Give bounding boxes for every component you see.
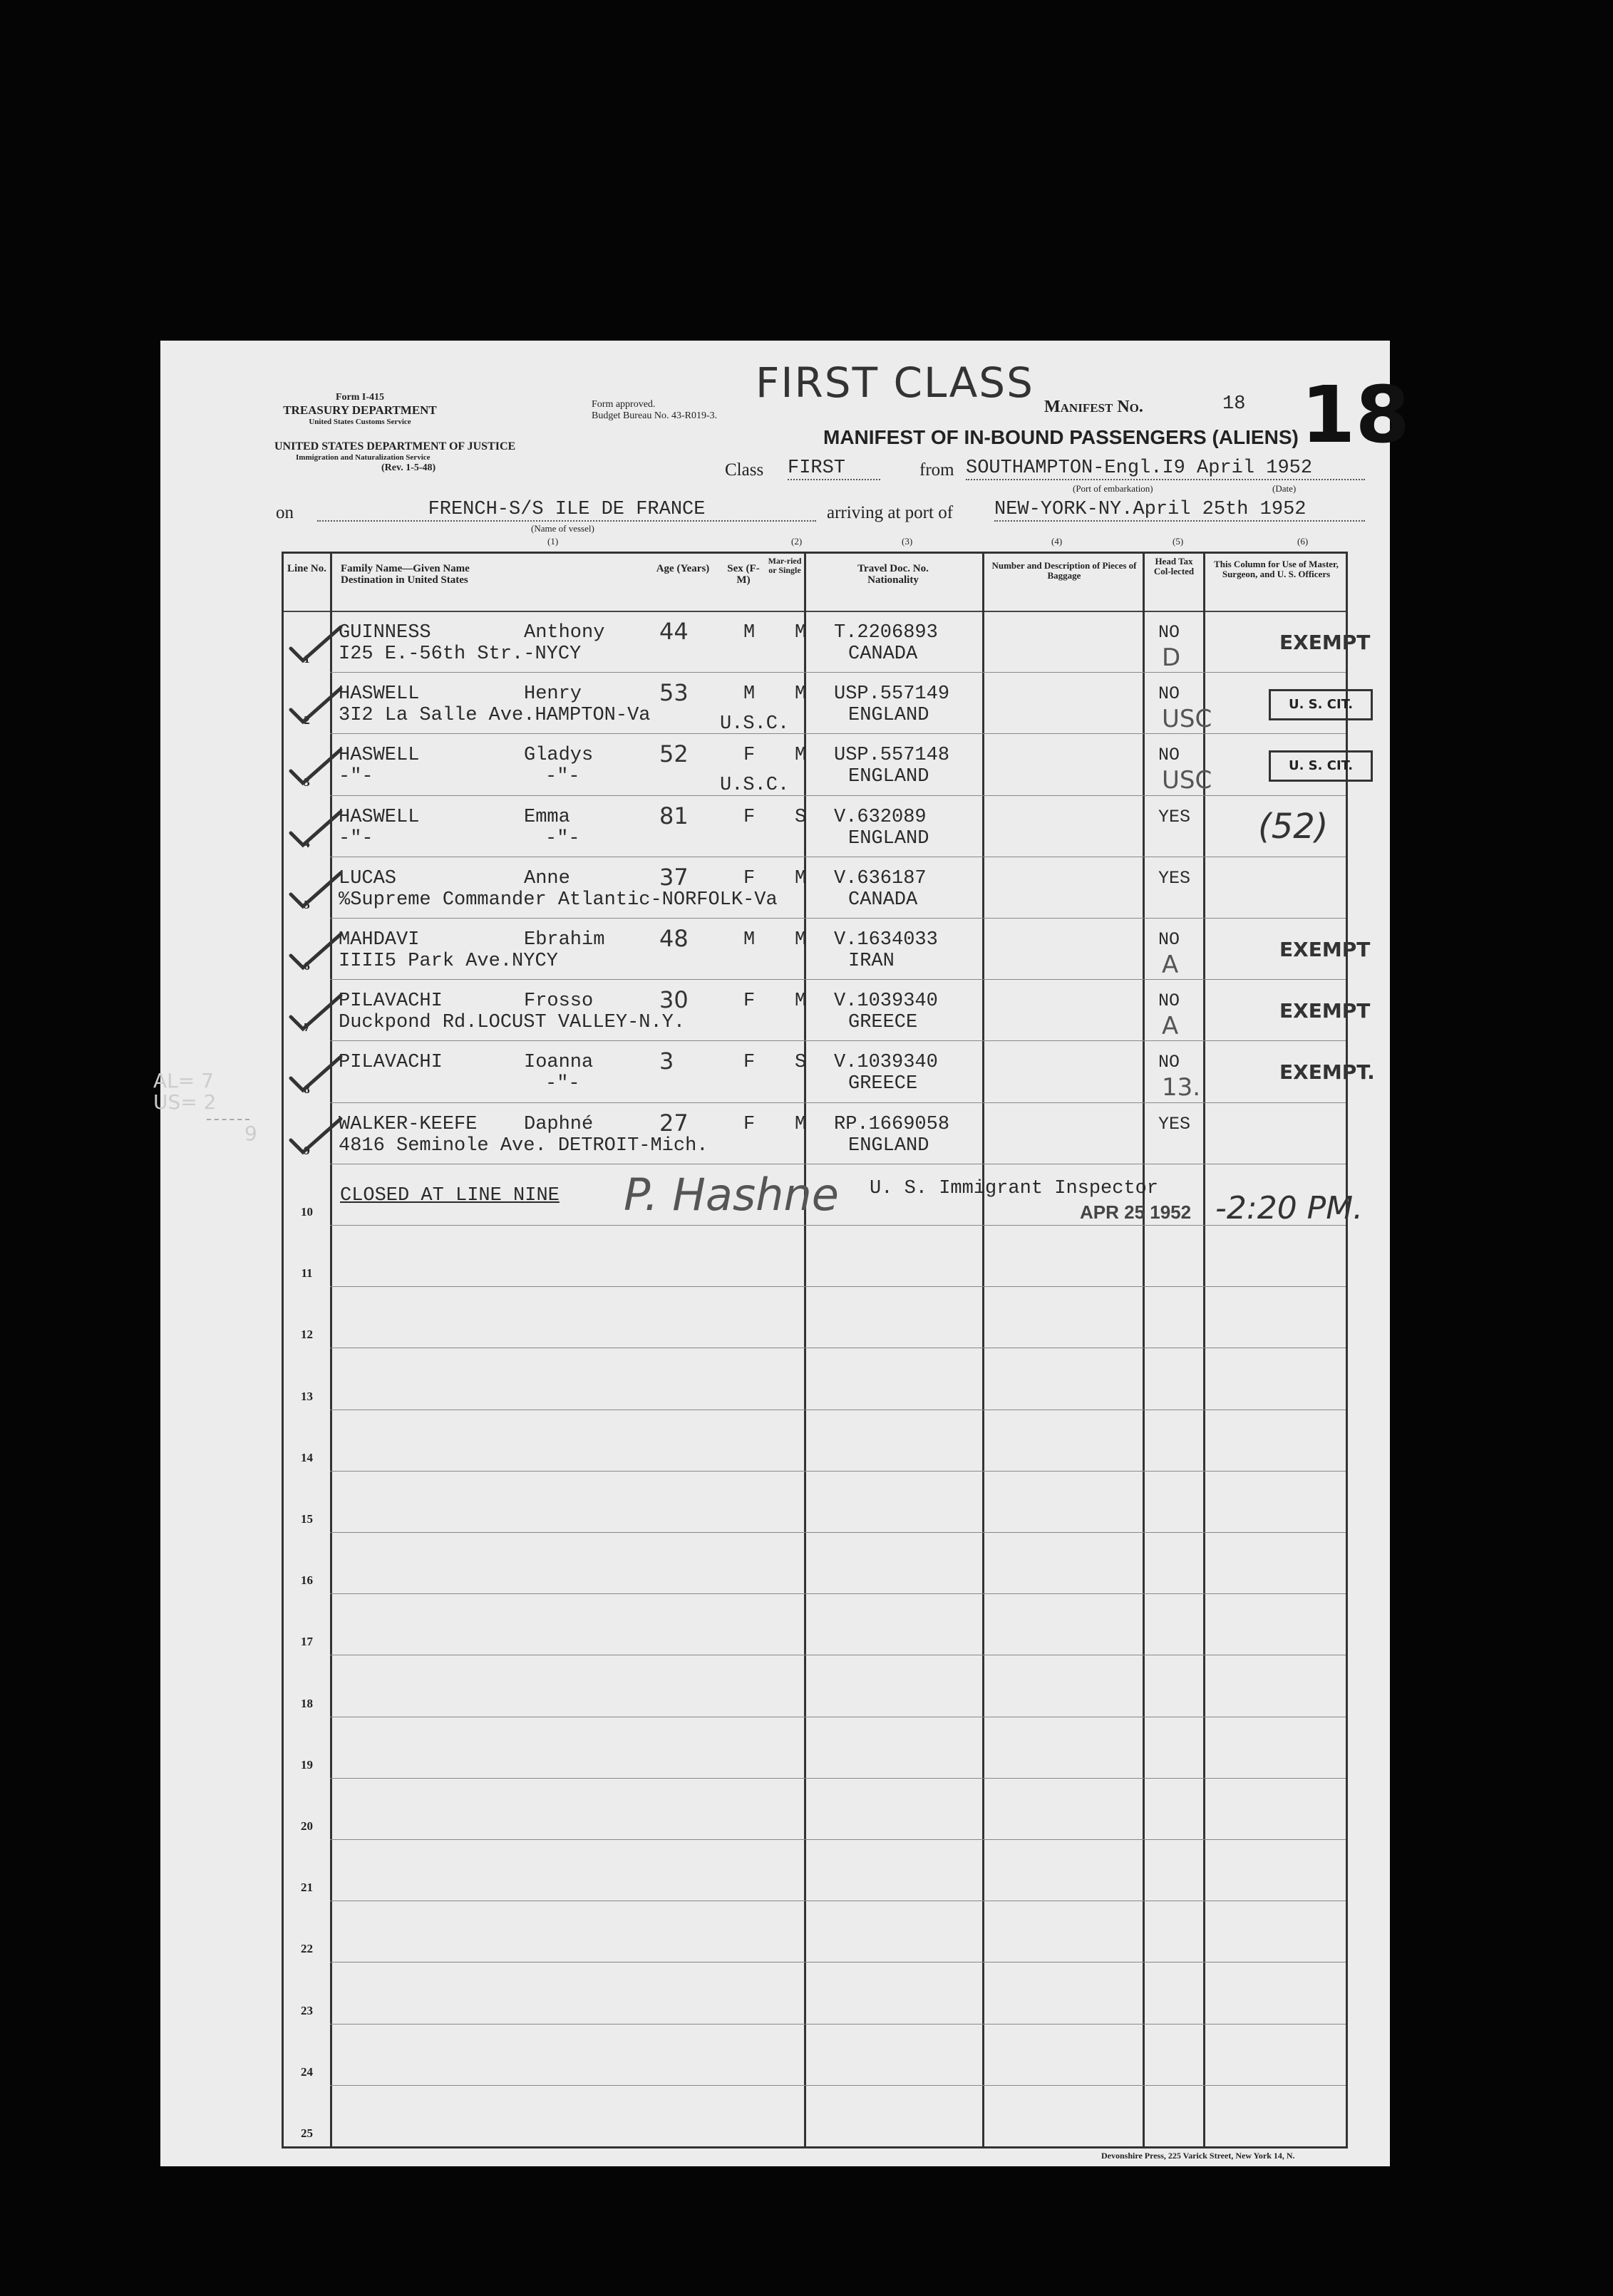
- row-divider: [330, 1962, 1346, 1963]
- date-stamp: APR 25 1952: [1080, 1201, 1192, 1223]
- family-name: LUCAS: [339, 867, 397, 889]
- header-officers: This Column for Use of Master, Surgeon, and U. S. Officers: [1214, 559, 1339, 579]
- line-number: 24: [301, 2064, 313, 2079]
- check-mark-icon: [287, 624, 344, 666]
- header-baggage: Number and Description of Pieces of Baggage: [991, 560, 1137, 581]
- row-divider: [330, 1778, 1346, 1779]
- head-tax: NO: [1158, 745, 1180, 766]
- form-header-left: [274, 392, 445, 426]
- check-mark-icon: [287, 992, 344, 1035]
- header-destination: Destination in United States: [341, 574, 468, 586]
- given-name: Henry: [524, 683, 582, 705]
- given-name: Ioanna: [524, 1052, 594, 1074]
- age: 44: [659, 618, 689, 645]
- family-name: PILAVACHI: [339, 991, 443, 1013]
- us-citizen-stamp: U. S. CIT.: [1269, 689, 1373, 720]
- line-number: 8: [304, 1082, 310, 1096]
- row-divider: [330, 1593, 1346, 1594]
- family-name: WALKER-KEEFE: [339, 1113, 478, 1135]
- check-mark-icon: [287, 685, 344, 728]
- sex: F: [743, 1113, 756, 1135]
- line-number: 15: [301, 1512, 313, 1526]
- rev-label: (Rev. 1-5-48): [381, 462, 436, 474]
- head-tax: YES: [1158, 1113, 1191, 1134]
- given-ditto: -"-: [545, 766, 580, 788]
- sex: F: [743, 1052, 756, 1074]
- travel-doc-no: V.1634033: [834, 929, 938, 951]
- header-married: Mar-ried or Single: [768, 556, 802, 575]
- given-name: Emma: [524, 806, 570, 828]
- class-value: FIRST: [788, 457, 880, 480]
- marital-status: M: [795, 745, 807, 767]
- nationality: ENGLAND: [848, 1134, 929, 1157]
- line-number: 11: [301, 1266, 313, 1281]
- age: 30: [659, 986, 689, 1014]
- header-line-no: Line No.: [287, 563, 326, 574]
- header-travel-doc: [811, 564, 975, 586]
- head-tax-note: A: [1162, 951, 1179, 979]
- us-citizen-stamp: U. S. CIT.: [1269, 750, 1373, 782]
- justice-header: [274, 440, 574, 474]
- sex: F: [743, 867, 756, 889]
- tally-total: 9: [244, 1122, 257, 1145]
- row-divider: [330, 1225, 1346, 1226]
- approval-block: [592, 399, 717, 422]
- inspector-signature: P. Hashne: [624, 1169, 839, 1221]
- travel-doc-no: V.632089: [834, 806, 927, 828]
- line-number: 4: [304, 836, 310, 850]
- printer-footer: Devonshire Press, 225 Varick Street, New York 14, N.: [1101, 2151, 1295, 2161]
- marital-status: M: [795, 1113, 807, 1135]
- nationality: ENGLAND: [848, 827, 929, 849]
- nationality: GREECE: [848, 1073, 918, 1095]
- age: 81: [659, 802, 689, 829]
- destination: -"-: [339, 766, 373, 788]
- manifest-title: MANIFEST OF IN-BOUND PASSENGERS (ALIENS): [823, 426, 1299, 448]
- header-sex: Sex (F-M): [727, 563, 760, 586]
- marital-status: S: [795, 1052, 807, 1074]
- family-name: GUINNESS: [339, 622, 431, 643]
- nationality: ENGLAND: [848, 705, 929, 727]
- budget-label: Budget Bureau No. 43-R019-3.: [592, 410, 718, 422]
- marital-status: M: [795, 867, 807, 889]
- family-name: HASWELL: [339, 683, 420, 705]
- big-manifest-number: 18: [1301, 369, 1411, 460]
- given-name: Anthony: [524, 622, 605, 643]
- destination: Duckpond Rd.LOCUST VALLEY-N.Y.: [339, 1012, 686, 1034]
- sex: M: [743, 929, 756, 951]
- customs-label: United States Customs Service: [309, 417, 411, 426]
- line-number: 1: [304, 652, 310, 666]
- head-tax: YES: [1158, 867, 1191, 889]
- check-mark-icon: [287, 931, 344, 973]
- col-num-2: (2): [791, 536, 803, 547]
- nationality: CANADA: [848, 643, 918, 665]
- row-divider: [330, 1286, 1346, 1287]
- from-value: SOUTHAMPTON-Engl.I9 April 1952: [966, 457, 1365, 480]
- row-divider: [330, 795, 1346, 796]
- exempt-stamp: EXEMPT: [1279, 938, 1371, 961]
- sex: F: [743, 745, 756, 767]
- arrival-value: NEW-YORK-NY.April 25th 1952: [994, 499, 1365, 522]
- us-citizen-note: U.S.C.: [720, 713, 790, 735]
- given-name: Frosso: [524, 991, 594, 1013]
- exempt-stamp: EXEMPT: [1279, 631, 1371, 654]
- arriving-label: arriving at port of: [827, 503, 954, 522]
- check-mark-icon: [287, 869, 344, 912]
- us-citizen-note: U.S.C.: [720, 775, 790, 797]
- row-divider: [330, 1102, 1346, 1103]
- line-number: 14: [301, 1450, 313, 1464]
- age: 27: [659, 1109, 689, 1137]
- head-tax: YES: [1158, 806, 1191, 827]
- officer-note: (52): [1258, 806, 1329, 847]
- destination: 3I2 La Salle Ave.HAMPTON-Va: [339, 705, 651, 727]
- given-ditto: -"-: [545, 827, 580, 849]
- inspector-title: U. S. Immigrant Inspector: [870, 1178, 1159, 1199]
- marital-status: S: [795, 806, 807, 828]
- tally-divider: [207, 1119, 249, 1120]
- header-head-tax: Head Tax Col-lected: [1153, 556, 1195, 576]
- tally-al: AL= 7: [153, 1069, 214, 1092]
- age: 37: [659, 863, 689, 891]
- head-tax-note: 13.: [1162, 1073, 1201, 1102]
- port-note: (Port of embarkation): [1073, 483, 1153, 494]
- row-divider: [330, 918, 1346, 919]
- given-name: Gladys: [524, 745, 594, 767]
- family-name: PILAVACHI: [339, 1052, 443, 1074]
- row-divider: [330, 1471, 1346, 1472]
- age: 52: [659, 740, 689, 768]
- sex: M: [743, 622, 756, 643]
- head-tax-note: A: [1162, 1012, 1179, 1041]
- row-divider: [330, 672, 1346, 673]
- form-number: Form I-415: [335, 392, 385, 403]
- sex: M: [743, 683, 756, 705]
- line-number: 17: [301, 1635, 313, 1649]
- travel-doc-no: RP.1669058: [834, 1113, 950, 1135]
- check-mark-icon: [287, 808, 344, 851]
- col-num-6: (6): [1297, 536, 1309, 547]
- head-tax: NO: [1158, 991, 1180, 1012]
- first-class-stamp: FIRST CLASS: [756, 358, 1034, 407]
- head-tax-note: D: [1162, 643, 1181, 672]
- row-divider: [330, 1532, 1346, 1533]
- from-label: from: [919, 460, 954, 480]
- row-divider: [330, 979, 1346, 980]
- travel-doc-no: V.1039340: [834, 991, 938, 1013]
- destination: %Supreme Commander Atlantic-NORFOLK-Va: [339, 889, 778, 911]
- family-name: HASWELL: [339, 745, 420, 767]
- travel-doc-no: USP.557149: [834, 683, 950, 705]
- header-nationality: Nationality: [867, 574, 919, 586]
- marital-status: M: [795, 683, 807, 705]
- family-name: HASWELL: [339, 806, 420, 828]
- age: 48: [659, 925, 689, 952]
- destination: 4816 Seminole Ave. DETROIT-Mich.: [339, 1134, 708, 1157]
- exempt-stamp: EXEMPT.: [1279, 1060, 1375, 1085]
- col-num-3: (3): [902, 536, 913, 547]
- manifest-no-label: Manifest No.: [1044, 398, 1143, 416]
- col-num-4: (4): [1051, 536, 1063, 547]
- marital-status: M: [795, 622, 807, 643]
- row-divider: [330, 733, 1346, 734]
- given-name: Anne: [524, 867, 570, 889]
- line-number: 9: [304, 1143, 310, 1157]
- line-number: 12: [301, 1328, 313, 1342]
- travel-doc-no: USP.557148: [834, 745, 950, 767]
- head-tax: NO: [1158, 683, 1180, 705]
- row-divider: [330, 2085, 1346, 2086]
- header-travel-doc-no: Travel Doc. No.: [857, 563, 929, 574]
- time-note: -2:20 PM.: [1215, 1190, 1364, 1226]
- head-tax-note: USC: [1162, 766, 1212, 795]
- header-name: [341, 564, 470, 586]
- col-num-5: (5): [1173, 536, 1184, 547]
- tally-us: US= 2: [153, 1090, 217, 1114]
- date-note: (Date): [1272, 483, 1297, 494]
- exempt-stamp: EXEMPT: [1279, 999, 1371, 1023]
- nationality: ENGLAND: [848, 766, 929, 788]
- line-number: 13: [301, 1389, 313, 1403]
- head-tax-note: USC: [1162, 705, 1212, 734]
- vessel-name: FRENCH-S/S ILE DE FRANCE: [317, 499, 816, 522]
- age: 53: [659, 679, 689, 707]
- header-age: Age (Years): [656, 563, 710, 574]
- travel-doc-no: V.636187: [834, 867, 927, 889]
- family-name: MAHDAVI: [339, 929, 420, 951]
- row-divider: [330, 1040, 1346, 1041]
- line-number: 20: [301, 1819, 313, 1833]
- row-divider: [330, 1839, 1346, 1840]
- line-number: 10: [301, 1205, 313, 1219]
- line-number: 25: [301, 2126, 313, 2140]
- sex: F: [743, 991, 756, 1013]
- closed-at-line: CLOSED AT LINE NINE: [340, 1185, 560, 1206]
- nationality: CANADA: [848, 889, 918, 911]
- header-family-name: Family Name—Given Name: [341, 563, 470, 574]
- destination: IIII5 Park Ave.NYCY: [339, 951, 558, 972]
- manifest-sheet: [153, 341, 1411, 2166]
- col-num-1: (1): [547, 536, 559, 547]
- head-tax: NO: [1158, 929, 1180, 950]
- age: 3: [659, 1048, 674, 1075]
- ins-label: Immigration and Naturalization Service: [296, 453, 431, 462]
- given-ditto: -"-: [545, 1073, 580, 1095]
- line-number: 2: [304, 713, 310, 728]
- justice-label: UNITED STATES DEPARTMENT OF JUSTICE: [274, 440, 516, 453]
- line-number: 19: [301, 1757, 313, 1772]
- check-mark-icon: [287, 1053, 344, 1096]
- marital-status: M: [795, 991, 807, 1013]
- nationality: GREECE: [848, 1012, 918, 1034]
- line-number: 5: [304, 898, 310, 911]
- on-label: on: [276, 503, 294, 522]
- given-name: Daphné: [524, 1113, 594, 1135]
- line-number: 22: [301, 1942, 313, 1956]
- treasury-label: TREASURY DEPARTMENT: [283, 403, 437, 418]
- marital-status: M: [795, 929, 807, 951]
- nationality: IRAN: [848, 951, 895, 972]
- check-mark-icon: [287, 746, 344, 789]
- line-number: 3: [304, 775, 310, 789]
- line-number: 6: [304, 959, 310, 973]
- check-mark-icon: [287, 1115, 344, 1158]
- line-number: 18: [301, 1696, 313, 1710]
- line-number: 23: [301, 2003, 313, 2017]
- vessel-note: (Name of vessel): [531, 523, 594, 534]
- class-label: Class: [725, 460, 764, 480]
- given-name: Ebrahim: [524, 929, 605, 951]
- travel-doc-no: T.2206893: [834, 622, 938, 643]
- manifest-no-value: 18: [1222, 393, 1246, 415]
- line-number: 7: [304, 1020, 310, 1035]
- sex: F: [743, 806, 756, 828]
- destination: -"-: [339, 827, 373, 849]
- head-tax: NO: [1158, 622, 1180, 643]
- destination: I25 E.-56th Str.-NYCY: [339, 643, 582, 665]
- line-number: 16: [301, 1573, 313, 1588]
- approved-label: Form approved.: [592, 399, 656, 410]
- line-number: 21: [301, 1881, 313, 1895]
- travel-doc-no: V.1039340: [834, 1052, 938, 1074]
- head-tax: NO: [1158, 1052, 1180, 1073]
